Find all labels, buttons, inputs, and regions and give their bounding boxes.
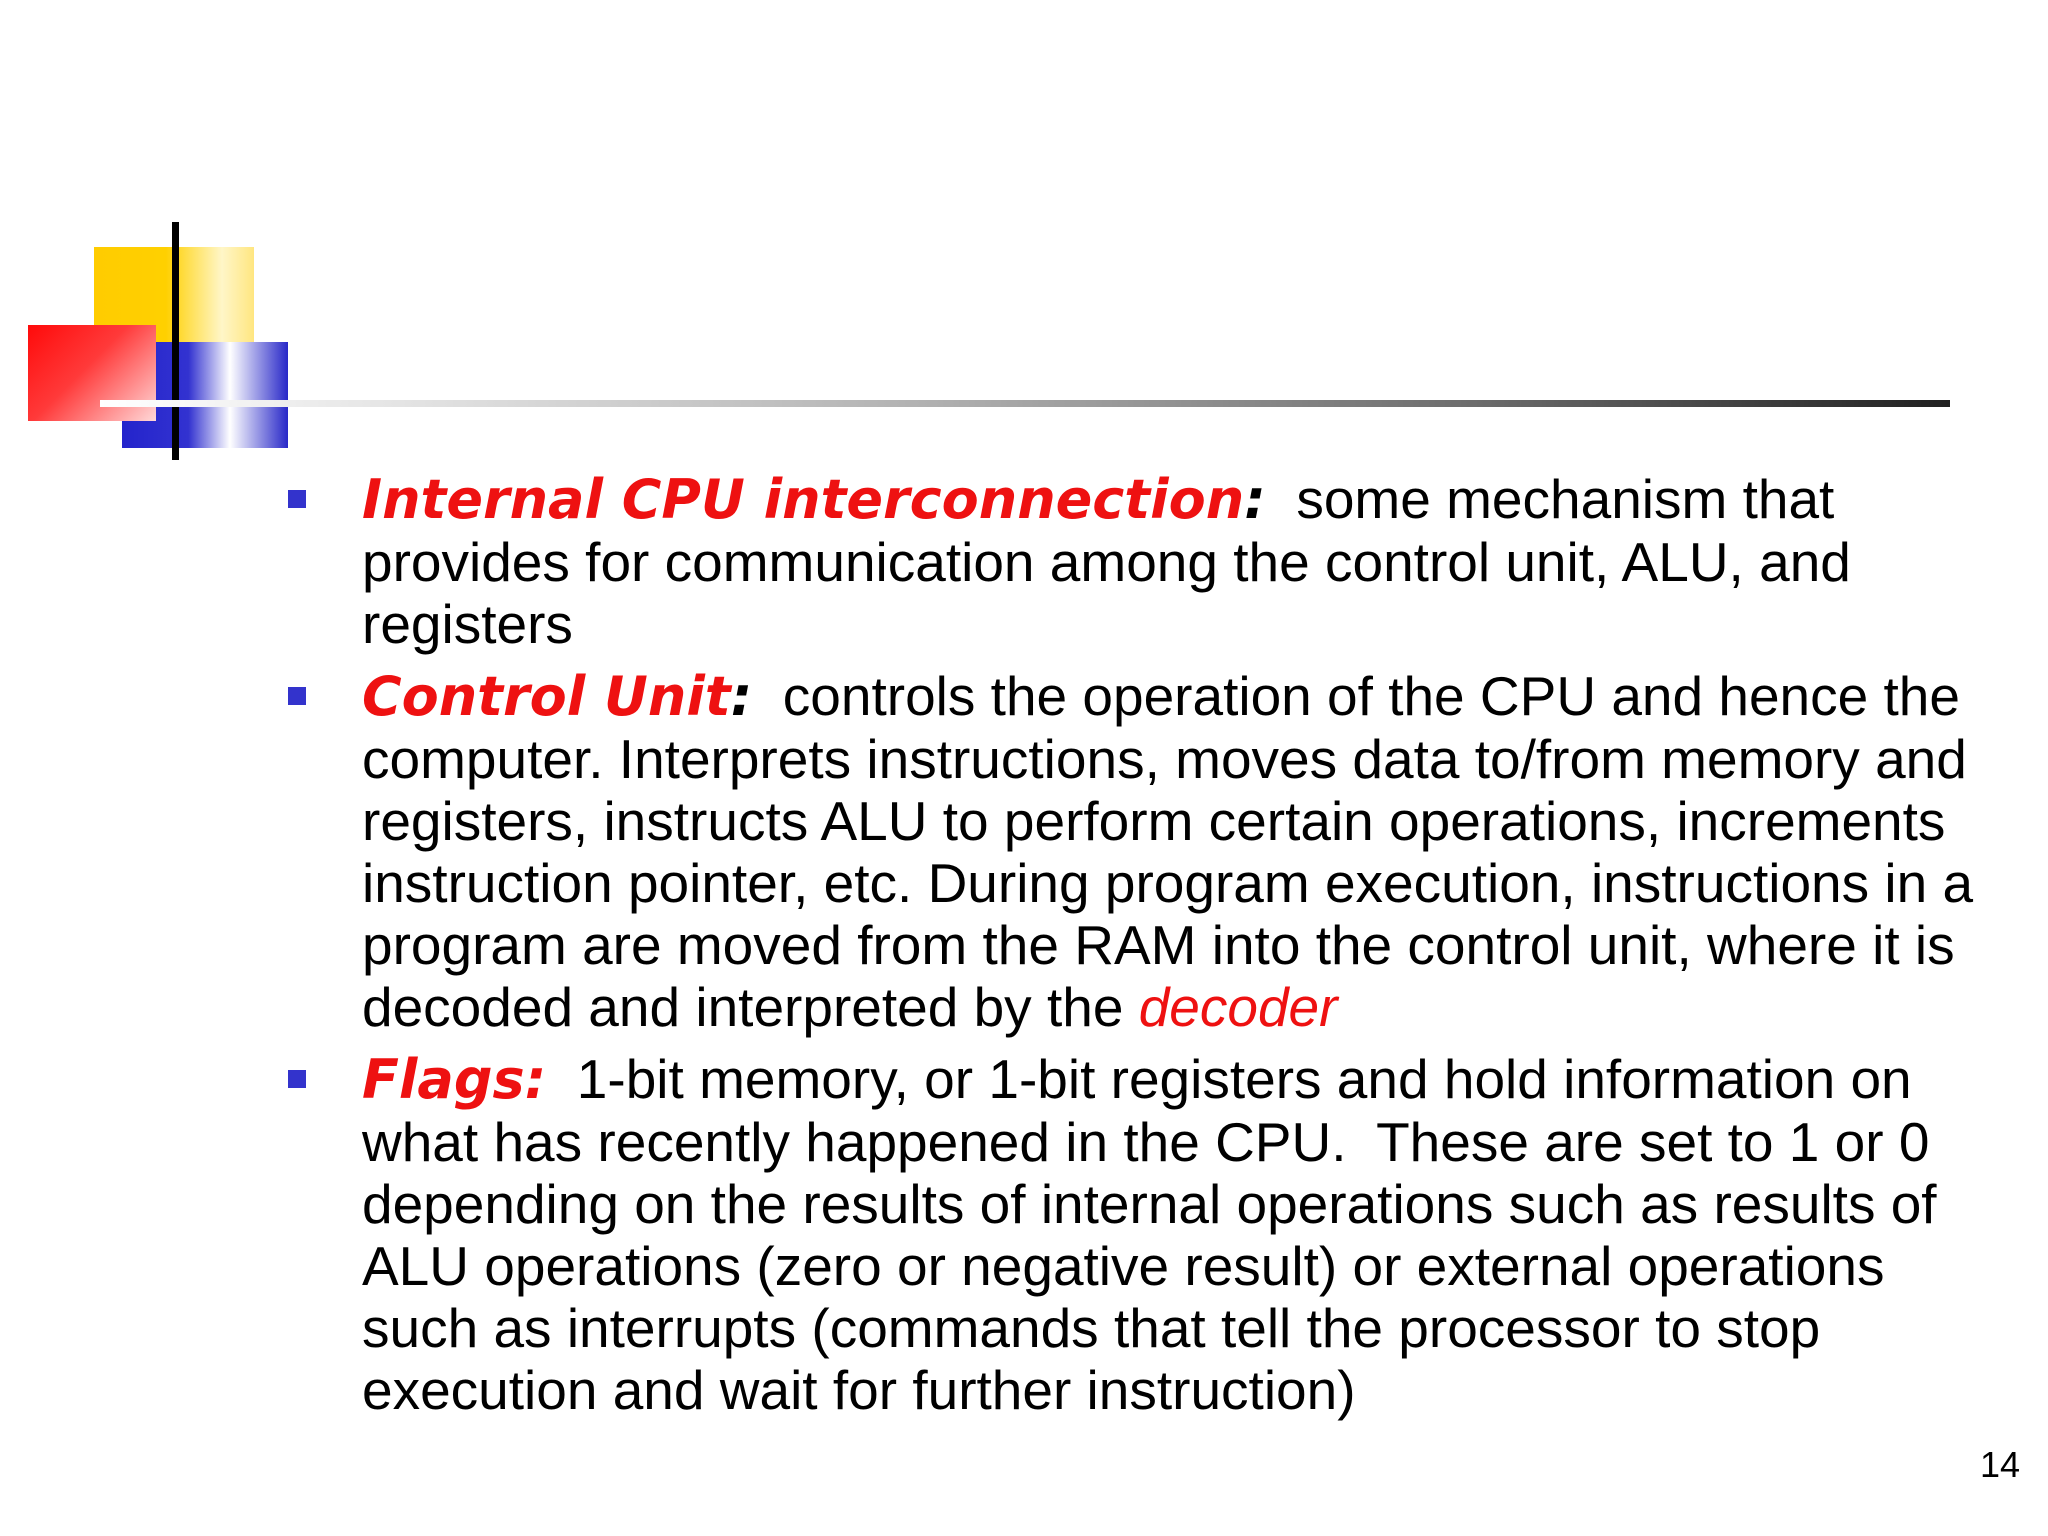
bullet-description: controls the operation of the CPU and hence the computer. Interprets instructions, moves data to/from memory and registers, instructs ALU to perform certain operations, increments instruction pointer, etc. During program execution, instructions in a program are moved from the RAM into the control unit, where it is decoded and interpreted by the [362,665,1989,1038]
decorative-logo [0,0,320,480]
bullet-item-flags [282,1048,2002,1421]
square-bullet-icon [288,1070,306,1088]
bullet-description: 1-bit memory, or 1-bit registers and hold information on what has recently happened in the CPU. These are set to 1 or 0 depending on the results of internal operations such as results of ALU operations (zero or negative result) or external operations such as interrupts (commands that tell the processor to stop execution and wait for further instruction) [362,1048,1949,1421]
bullet-term: Flags: [362,1048,547,1111]
bullet-colon: : [730,665,753,728]
square-bullet-icon [288,490,306,508]
bullet-colon: : [1244,468,1266,531]
square-bullet-icon [288,687,306,705]
bullet-item-cpu-interconnection [282,468,2002,655]
bullet-text [362,665,2002,1038]
bullet-term: Internal CPU interconnection [362,468,1245,531]
vertical-divider [172,222,179,460]
bullet-description: some mechanism that provides for communication among the control unit, ALU, and registers [362,468,1867,655]
bullet-text [362,468,2002,655]
title-underline [100,400,1950,407]
page-number: 14 [1979,1444,2020,1485]
bullet-text [362,1048,2002,1421]
bullet-item-control-unit [282,665,2002,1038]
bullet-emphasis: decoder [1138,976,1338,1038]
bullet-list [282,468,2002,1421]
bullet-term: Control Unit [362,665,731,728]
